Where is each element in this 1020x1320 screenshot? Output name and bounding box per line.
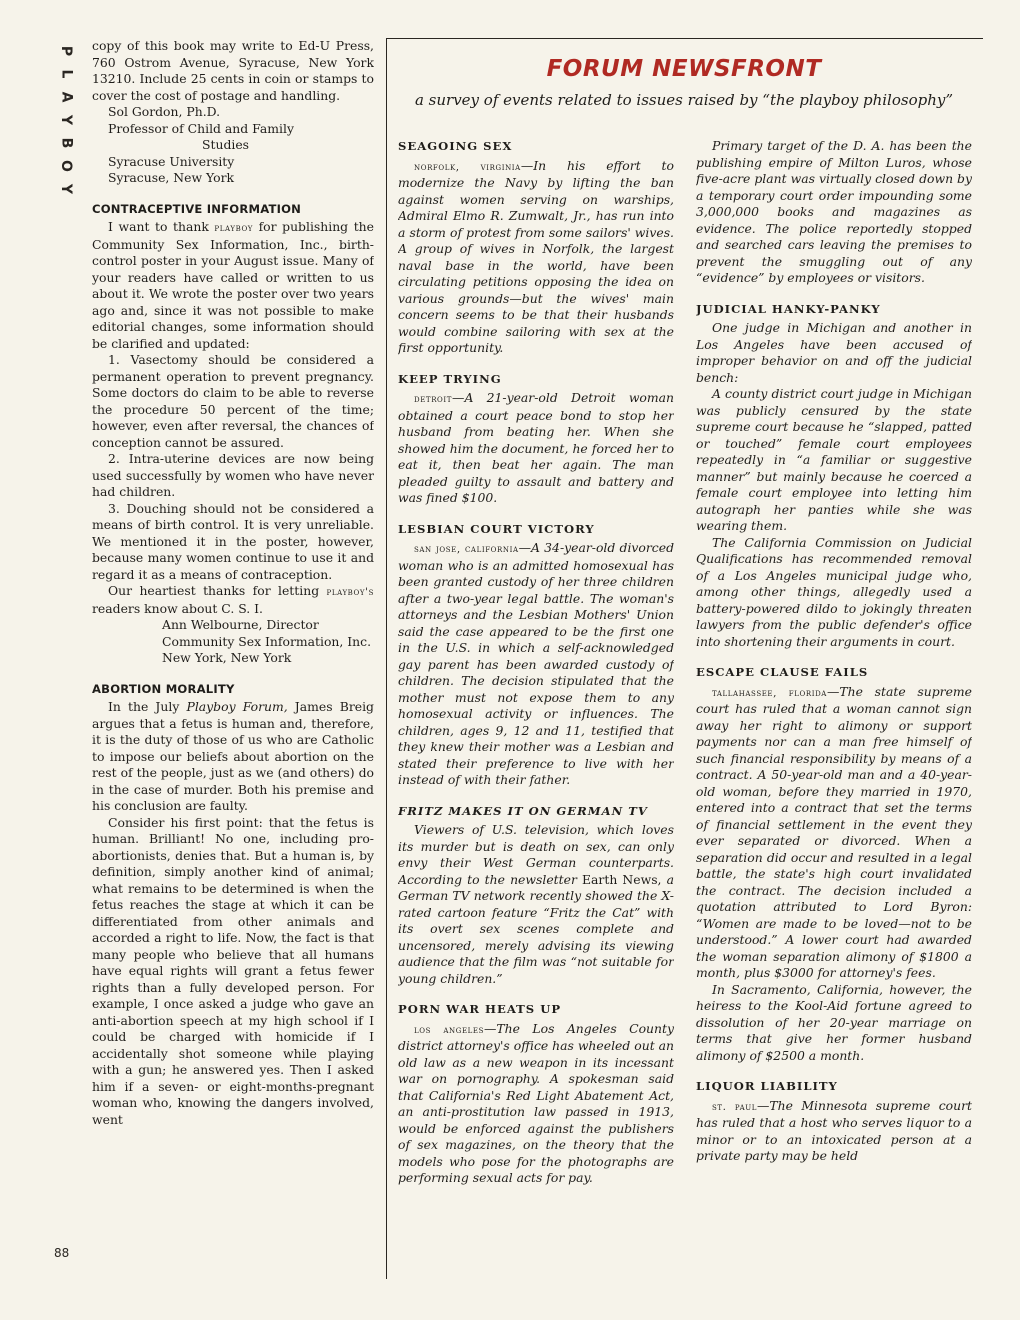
newsfront-subtitle: a survey of events related to issues raised by “the playboy philosophy” xyxy=(414,91,954,109)
news-heading: JUDICIAL HANKY-PANKY xyxy=(696,301,881,316)
running-head xyxy=(56,44,76,196)
letter-paragraph: I want to thank playboy for publishing the Community Sex Information, Inc., birth-control poster in your August issue. Many of your readers have called or written to us about it. We wrote the poster over two years ago and, since it was not possible to make editorial changes, some information should be clarified and updated: xyxy=(92,219,374,351)
publication-title: Playboy Forum, xyxy=(186,699,288,714)
news-item: The California Commission on Judicial Qualifications has recommended removal of a Los Angeles municipal judge who, among other things, allegedly used a battery-powered dildo to jokingly threaten lawyers from the public defender's office into shortening their arguments in court. xyxy=(696,534,972,649)
signature-block xyxy=(92,617,374,667)
letter-paragraph: Our heartiest thanks for letting playboy's readers know about C. S. I. xyxy=(92,583,374,616)
running-head-letter: P xyxy=(57,45,74,57)
letter-paragraph: 2. Intra-uterine devices are now being used successfully by women who have never had children. xyxy=(92,451,374,499)
news-item: detroit—A 21-year-old Detroit woman obtained a court peace bond to stop her husband from beating her. When she showed him the document, he forced her to eat it, then beat her again. The man pleaded guilty to assault and battery and was fined $100. xyxy=(398,390,674,505)
magazine-name: playboy's xyxy=(326,586,374,598)
dateline: st. paul xyxy=(712,1100,758,1113)
newsfront-column-1 xyxy=(398,138,674,1268)
dateline: norfolk, virginia xyxy=(414,160,521,173)
magazine-name: playboy xyxy=(214,222,254,234)
dateline: detroit xyxy=(414,393,453,405)
signature-line: Sol Gordon, Ph.D. xyxy=(108,104,221,119)
page-number: 88 xyxy=(54,1246,70,1260)
newsletter-name: Earth News, xyxy=(581,871,662,887)
signature-line: Ann Welbourne, Director xyxy=(162,617,319,632)
section-heading: CONTRACEPTIVE INFORMATION xyxy=(92,201,302,216)
letter-paragraph: Consider his first point: that the fetus is human. Brilliant! No one, including pro-abortionists, denies that. But a human is, by definition, simply another kind of animal; what remains to be determined is when the fetus reaches the stage at which it can be differentiated from other animals and accorded a right to life. Now, the fact is that many people who believe that all humans have equal rights will grant a fetus fewer rights than a fully developed person. For example, I once asked a judge who gave an anti-abortion speech at my high school if I could be charged with homicide if I accidentally shot someone while playing with a gun; he answered yes. Then I asked him if a seven- or eight-months-pregnant woman who, knowing the dangers involved, went xyxy=(92,814,374,1127)
news-item: st. paul—The Minnesota supreme court has ruled that a host who serves liquor to a minor or to an intoxicated person at a private party may be held xyxy=(696,1097,972,1163)
letter-paragraph: 3. Douching should not be considered a means of birth control. It is very unreliable. We mentioned it in the poster, however, because many women continue to use it and regard it as a means of contraception. xyxy=(92,500,374,582)
news-heading: PORN WAR HEATS UP xyxy=(398,1002,562,1016)
dateline: san jose, california xyxy=(414,543,519,555)
signature-line: Syracuse University xyxy=(108,153,235,169)
signature-line: Syracuse, New York xyxy=(108,170,234,185)
news-heading: ESCAPE CLAUSE FAILS xyxy=(696,665,869,679)
letters-column xyxy=(92,38,374,1268)
signature-block xyxy=(92,104,374,187)
news-item: In Sacramento, California, however, the heiress to the Kool-Aid fortune agreed to dissolution of her 20-year marriage on terms that give her former husband alimony of $2500 a month. xyxy=(696,981,972,1063)
running-head-letter: A xyxy=(58,91,74,103)
signature-line: Studies xyxy=(202,137,250,152)
running-head-letter: Y xyxy=(57,183,74,195)
signature-line: Community Sex Information, Inc. xyxy=(162,633,372,649)
news-heading: SEAGOING SEX xyxy=(398,139,513,153)
newsfront-title: FORUM NEWSFRONT xyxy=(546,56,822,82)
running-head-letter: O xyxy=(58,160,74,172)
news-heading: LIQUOR LIABILITY xyxy=(696,1079,838,1093)
letter-paragraph: In the July Playboy Forum, James Breig argues that a fetus is human and, therefore, it is the duty of those of us who are Catholic to impose our beliefs about abortion on the rest of the people, just as we (and others) do in the case of murder. Both his premise and his conclusion are faulty. xyxy=(92,699,374,813)
letter-paragraph: copy of this book may write to Ed-U Press, 760 Ostrom Avenue, Syracuse, New York 13210. Include 25 cents in coin or stamps to cover the cost of postage and handling. xyxy=(92,38,374,103)
news-item: norfolk, virginia—In his effort to modernize the Navy by lifting the ban against women serving on warships, Admiral Elmo R. Zumwalt, Jr., has run into a storm of protest from some sailors' wives. A group of wives in Norfolk, the largest naval base in the world, have been circulating petitions opposing the idea on various grounds—but the wives' main concern seems to be that their husbands would combine sailoring with sex at the first opportunity. xyxy=(398,157,674,355)
news-heading: KEEP TRYING xyxy=(398,371,502,386)
news-item: tallahassee, florida—The state supreme court has ruled that a woman cannot sign away her right to alimony or support payments nor can a man free himself of such financial responsibility by means of a contract. A 50-year-old man and a 40-year-old woman, before they married in 1970, entered into a contract that set the terms of financial settlement in the event they ever separated or divorced. When a separation did occur and resulted in a legal battle, the state's high court invalidated the contract. The decision included a quotation attributed to Lord Byron: “Women are made to be loved—not to be understood.” A lower court had awarded the woman separation alimony of $1800 a month, plus $3000 for attorney's fees. xyxy=(696,683,972,980)
news-item: One judge in Michigan and another in Los Angeles have been accused of improper behavior on and off the judicial bench: xyxy=(696,320,972,385)
news-heading: LESBIAN COURT VICTORY xyxy=(398,521,595,536)
signature-line: New York, New York xyxy=(162,650,292,665)
signature-line: Professor of Child and Family xyxy=(108,120,294,136)
news-heading: FRITZ MAKES IT ON GERMAN TV xyxy=(398,803,648,818)
running-head-letter: Y xyxy=(57,114,74,126)
section-heading: ABORTION MORALITY xyxy=(92,681,235,696)
dateline: los angeles xyxy=(414,1023,485,1036)
news-item: Primary target of the D. A. has been the publishing empire of Milton Luros, whose five-acre plant was virtually closed down by a temporary court order impounding some 3,000,000 books and magazines as evidence. The police reportedly stopped and searched cars leaving the premises to prevent the smuggling out of any “evidence” by employees or visitors. xyxy=(696,138,972,285)
news-item: los angeles—The Los Angeles County district attorney's office has wheeled out an old law as a new weapon in its incessant war on pornography. A spokesman said that California's Red Light Abatement Act, an anti-prostitution law passed in 1913, would be enforced against the publishers of sex magazines, on the theory that the models who pose for the photographs are performing sexual acts for pay. xyxy=(398,1020,674,1185)
news-item: A county district court judge in Michigan was publicly censured by the state supreme court because he “slapped, patted or touched” female court employees repeatedly in “a familiar or suggestive manner” but mainly because he coerced a female court employee into letting him autograph her panties while she was wearing them. xyxy=(696,386,972,533)
newsfront-column-2 xyxy=(696,138,972,1268)
news-item: san jose, california—A 34-year-old divorced woman who is an admitted homosexual has been granted custody of her three children after a two-year legal battle. The woman's attorneys and the Lesbian Mothers' Union said the case appeared to be the first one in the U.S. in which a self-acknowledged gay parent has been awarded custody of children. The decision stipulated that the mother must not expose them to any homosexual activity or influences. The children, ages 9, 12 and 11, testified that they knew their mother was a Lesbian and stated their preference to live with her instead of with their father. xyxy=(398,540,674,787)
news-item: Viewers of U.S. television, which loves its murder but is death on sex, can only envy their West German counterparts. According to the newsletter Earth News, a German TV network recently showed the X-rated cartoon feature “Fritz the Cat” with its overt sex scenes complete and uncensored, merely advising its viewing audience that the film was “not suitable for young children.” xyxy=(398,822,674,986)
running-head-letter: B xyxy=(57,137,74,149)
letter-paragraph: 1. Vasectomy should be considered a permanent operation to prevent pregnancy. Some doctors do claim to be able to reverse the procedure 50 percent of the time; however, even after reversal, the chances of conception cannot be assured. xyxy=(92,352,374,450)
running-head-letter: L xyxy=(57,69,74,79)
dateline: tallahassee, florida xyxy=(712,686,827,699)
